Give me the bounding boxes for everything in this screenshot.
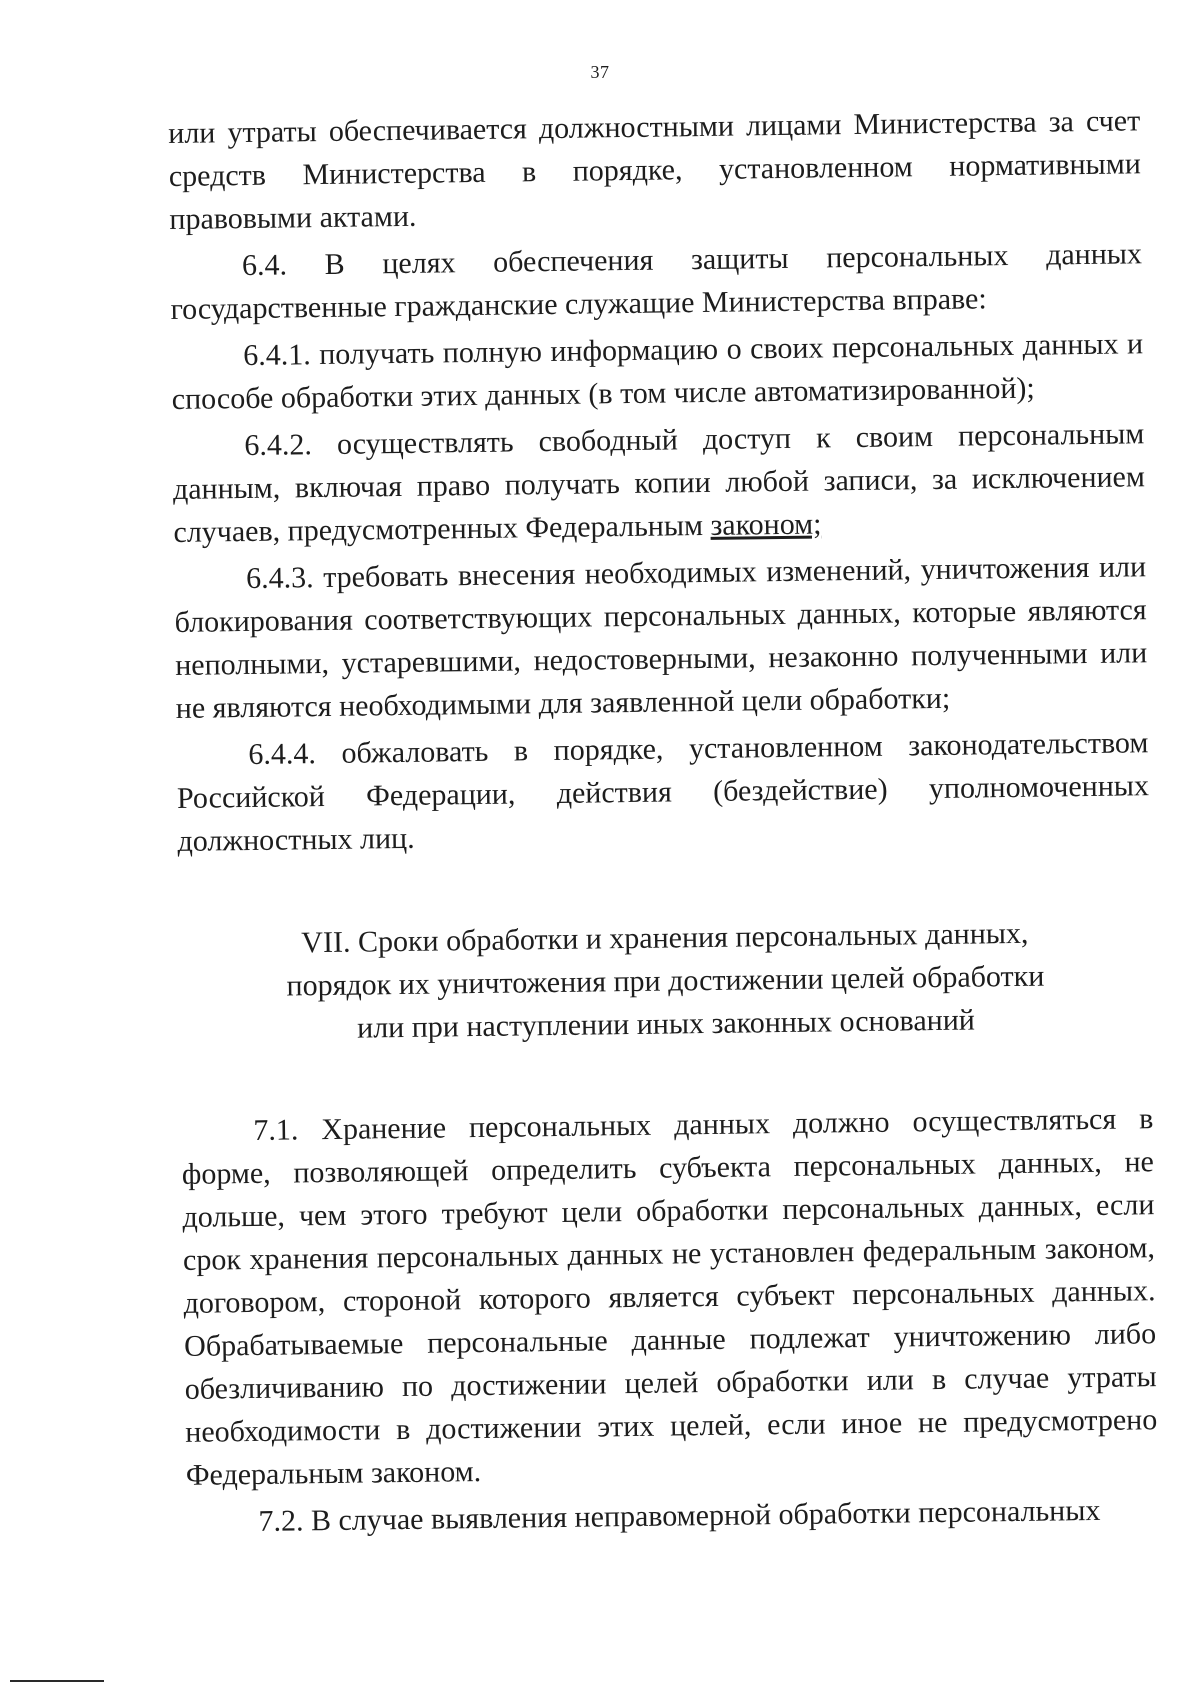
paragraph-6-4: 6.4. В целях обеспечения защиты персональных данных государственные гражданские служащие Министерства вправе: [170, 237, 1143, 326]
section-title-line-3: или при наступлении иных законных оснований [356, 1003, 976, 1045]
section-title-line-1: VII. Сроки обработки и хранения персональных данных, [301, 916, 1029, 960]
footnote-rule [10, 1680, 104, 1682]
paragraph-6-4-1: 6.4.1. получать полную информацию о своих персональных данных и способе обработки этих данных (в том числе автоматизированной); [171, 327, 1144, 416]
page-number: 37 [590, 62, 610, 82]
paragraph-6-4-4: 6.4.4. обжаловать в порядке, установленном законодательством Российской Федерации, действия (бездействие) уполномоченных должностных лиц. [176, 726, 1150, 858]
paragraph-6-4-2 [172, 412, 1146, 554]
section-title-line-2: порядок их уничтожения при достижении целей обработки [286, 959, 1045, 1003]
section-title [179, 910, 1153, 1052]
paragraph-continuation: или утраты обеспечивается должностными лицами Министерства за счет средств Министерства в порядке, установленном нормативными правовыми актами. [168, 104, 1141, 236]
paragraph-6-4-3: 6.4.3. требовать внесения необходимых изменений, уничтожения или блокирования соответствующих персональных данных, которые являются неполными, устаревшими, недостоверными, незаконно полученными или не являются необходимыми для заявленной цели обработки; [174, 550, 1148, 725]
paragraph-6-4-2-text: 6.4.2. осуществлять свободный доступ к своим персональным данным, включая право получать копии любой записи, за исключением случаев, предусмотренных Федеральным [172, 417, 1146, 549]
law-link[interactable]: законом; [710, 507, 822, 542]
paragraph-7-2: 7.2. В случае выявления неправомерной обработки персональных [258, 1493, 1101, 1538]
paragraph-7-1: 7.1. Хранение персональных данных должно осуществляться в форме, позволяющей определить субъекта персональных данных, не дольше, чем этого требуют цели обработки персональных данных, если срок хранения персональных данных не установлен федеральным законом, договором, стороной которого является субъект персональных данных. Обрабатываемые персональные данные подлежат уничтожению либо обезличиванию по достижении целей обработки или в случае утраты необходимости в достижении этих целей, если иное не предусмотрено Федеральным законом. [181, 1102, 1158, 1492]
document-body [168, 99, 1159, 1548]
